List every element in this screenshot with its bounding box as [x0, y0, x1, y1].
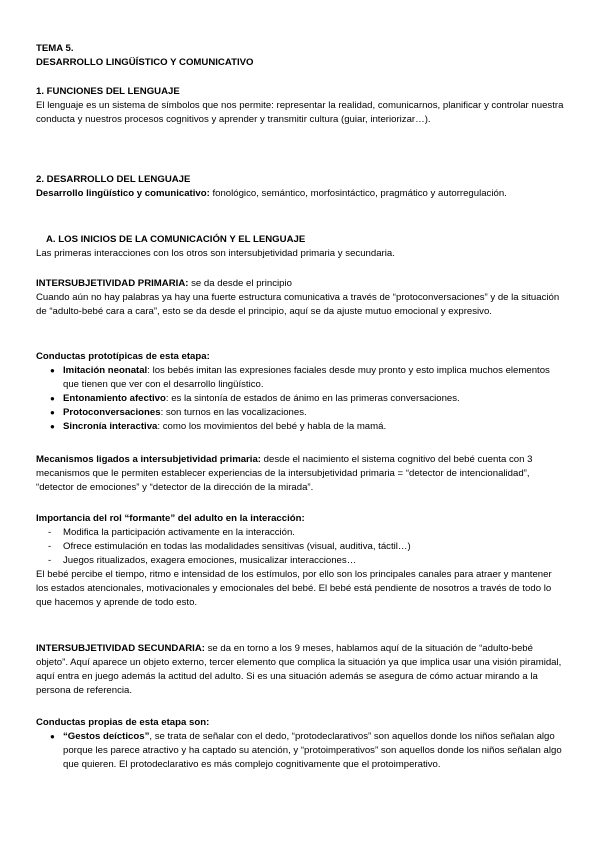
bullet-icon: ●: [50, 732, 55, 741]
section-heading: 2. DESARROLLO DEL LENGUAJE: [36, 174, 191, 185]
block-mecanismos: [36, 453, 564, 495]
bullet-icon: ●: [50, 366, 55, 375]
item-text: : los bebés imitan las expresiones faciales desde muy pronto y esto implica muchos elementos que tienen que ver con el desarrollo lingüístico.: [63, 365, 550, 390]
list-item: [36, 540, 564, 554]
item-text: : como los movimientos del bebé y habla de la mamá.: [157, 421, 387, 432]
list-item: [36, 406, 564, 420]
item-text: , se trata de señalar con el dedo, “protodeclarativos” son aquellos donde los niños señalan algo porque les parece atractivo y ha captado su atención, y “protoimperativos” son aquellos donde los niños señalan algo que quieren. El protodeclarativo es más complejo cognitivamente que el protoimperativo.: [63, 731, 562, 770]
bullet-list: [36, 364, 564, 434]
section-paragraph: Las primeras interacciones con los otros son intersubjetividad primaria y secundaria.: [36, 248, 395, 259]
subsection-inicios: [36, 233, 564, 261]
lead-text: fonológico, semántico, morfosintáctico, pragmático y autorregulación.: [209, 188, 507, 199]
bold-lead: INTERSUBJETIVIDAD PRIMARIA:: [36, 278, 189, 289]
item-text: Juegos ritualizados, exagera emociones, musicalizar interacciones…: [63, 555, 357, 566]
block-intersubjetividad-secundaria: [36, 642, 564, 698]
bold-lead: Desarrollo lingüístico y comunicativo:: [36, 188, 210, 199]
bold-lead: Mecanismos ligados a intersubjetividad primaria:: [36, 454, 261, 465]
item-term: Imitación neonatal: [63, 365, 148, 376]
item-term: Protoconversaciones: [63, 407, 161, 418]
dash-marker: -: [48, 555, 52, 566]
block-intersubjetividad-primaria: [36, 277, 564, 319]
lead-text: desde el nacimiento el sistema cognitivo del bebé cuenta con 3 mecanismos que le permiten establecer experiencias de la intersubjetividad primaria = “detector de intencionalidad”, “detector de emociones” y “detector de la dirección de la mirada”.: [36, 454, 533, 493]
item-text: : es la sintonía de estados de ánimo en las primeras conversaciones.: [165, 393, 460, 404]
item-term: Sincronía interactiva: [63, 421, 158, 432]
item-term: “Gestos deícticos”: [63, 731, 150, 742]
list-item: [36, 554, 564, 568]
bullet-icon: ●: [50, 408, 55, 417]
doc-title: DESARROLLO LINGÜÍSTICO Y COMUNICATIVO: [36, 57, 254, 68]
section-heading: Importancia del rol “formante” del adulto en la interacción:: [36, 513, 305, 524]
section-paragraph: Cuando aún no hay palabras ya hay una fuerte estructura comunicativa a través de “protoconversaciones” y de la situación de “adulto-bebé cara a cara”, esto se da desde el principio, aquí se da ajuste mutuo emocional y expresivo.: [36, 292, 560, 317]
doc-header: [36, 42, 564, 70]
section-funciones: [36, 85, 564, 127]
list-item: [36, 392, 564, 406]
block-conductas-prototipicas: [36, 350, 564, 434]
bullet-icon: ●: [50, 394, 55, 403]
item-text: : son turnos en las vocalizaciones.: [160, 407, 307, 418]
section-paragraph: [36, 453, 564, 495]
lead-text: se da desde el principio: [188, 278, 292, 289]
section-heading: Conductas propias de esta etapa son:: [36, 717, 210, 728]
dash-marker: -: [48, 527, 52, 538]
block-rol-adulto: [36, 512, 564, 610]
item-text: Ofrece estimulación en todas las modalidades sensitivas (visual, auditiva, táctil…): [63, 541, 411, 552]
section-heading: 1. FUNCIONES DEL LENGUAJE: [36, 86, 180, 97]
list-item: [36, 420, 564, 434]
section-paragraph: El lenguaje es un sistema de símbolos que nos permite: representar la realidad, comunicarnos, planificar y controlar nuestra conducta y nuestros procesos cognitivos y aprender y transmitir cultura (guiar, interiorizar…).: [36, 100, 564, 125]
block-conductas-propias: [36, 716, 564, 772]
dash-marker: -: [48, 541, 52, 552]
section-desarrollo: [36, 173, 564, 201]
item-text: Modifica la participación activamente en la interacción.: [63, 527, 295, 538]
section-paragraph: [36, 277, 564, 291]
item-term: Entonamiento afectivo: [63, 393, 166, 404]
list-item: [36, 730, 564, 772]
lead-text: se da en torno a los 9 meses, hablamos aquí de la situación de “adulto-bebé objeto”. Aquí aparece un objeto externo, tercer elemento que complica la situación ya que implica usar una visión piramidal, aquí entra en juego además la actitud del adulto. Si es una situación además se asegura de cómo actuar mirando a la persona de referencia.: [36, 643, 562, 696]
bullet-list: [36, 730, 564, 772]
section-paragraph: El bebé percibe el tiempo, ritmo e intensidad de los estímulos, por ello son los principales canales para atraer y mantener los estados atencionales, motivacionales y emocionales del bebé. El bebé está pendiente de nosotros a través de todo lo que hacemos y aprende de todo esto.: [36, 569, 552, 608]
list-item: [36, 364, 564, 392]
section-heading: Conductas prototípicas de esta etapa:: [36, 351, 210, 362]
dash-list: [36, 526, 564, 568]
section-paragraph: [36, 187, 564, 201]
subsection-heading: A. LOS INICIOS DE LA COMUNICACIÓN Y EL LENGUAJE: [46, 234, 306, 245]
section-paragraph: [36, 642, 564, 698]
bullet-icon: ●: [50, 422, 55, 431]
list-item: [36, 526, 564, 540]
tema-number: TEMA 5.: [36, 43, 74, 54]
bold-lead: INTERSUBJETIVIDAD SECUNDARIA:: [36, 643, 205, 654]
